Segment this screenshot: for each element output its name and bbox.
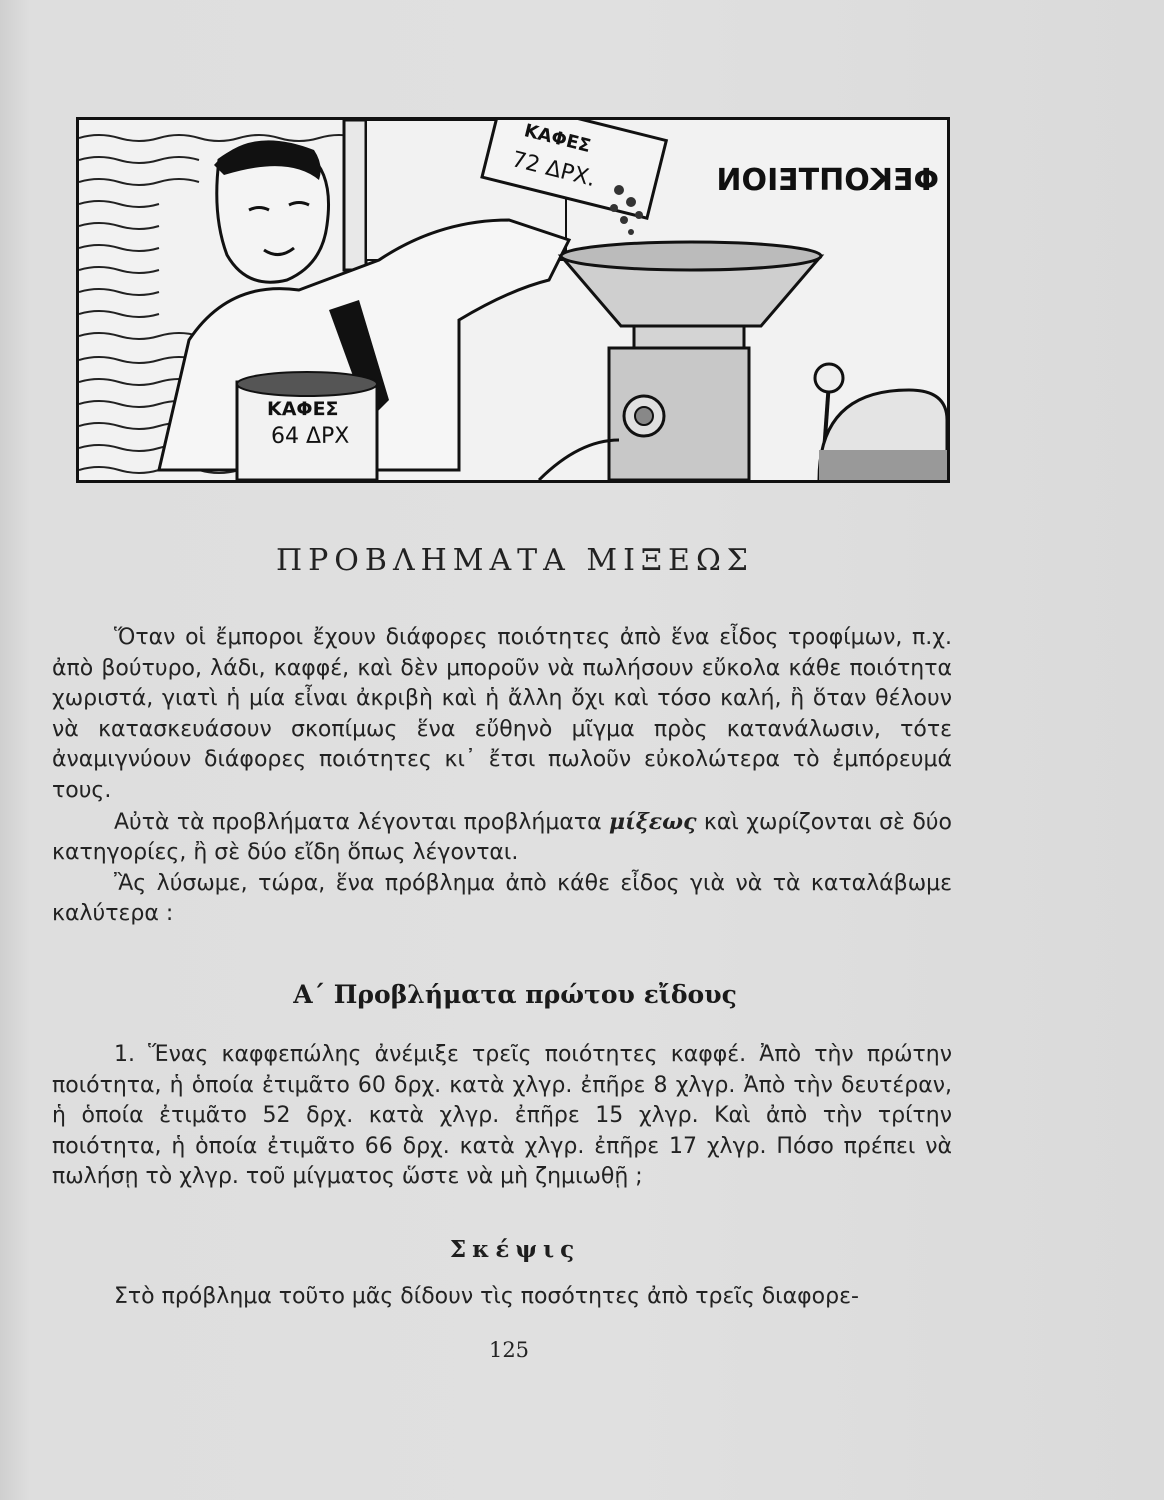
shop-sign: ΦΕΚΟΠΤΕΙΟΝ xyxy=(716,163,939,198)
intro-text xyxy=(52,623,952,930)
problem-paragraph: 1. Ἕνας καφφεπώλης ἀνέμιξε τρεῖς ποιότητες καφφέ. Ἀπὸ τὴν πρώτην ποιότητα, ἡ ὁποία ἐτιμᾶτο 60 δρχ. κατὰ χλγρ. ἐπῆρε 8 χλγρ. Ἀπὸ τὴν δευτέραν, ἡ ὁποία ἐτιμᾶτο 52 δρχ. κατὰ χλγρ. ἐπῆρε 15 χλγρ. Καὶ ἀπὸ τὴν τρίτην ποιότητα, ἡ ὁποία ἐτιμᾶτο 66 δρχ. κατὰ χλγρ. ἐπῆρε 17 χλγρ. Πόσο πρέπει νὰ πωλήσῃ τὸ χλγρ. τοῦ μίγματος ὥστε νὰ μὴ ζημιωθῇ ; xyxy=(52,1042,952,1190)
intro-paragraph-2-start: Αὐτὰ τὰ προβλήματα λέγονται προβλήματα xyxy=(114,809,602,835)
intro-paragraph-1: Ὅταν οἱ ἔμποροι ἔχουν διάφορες ποιότητες ἀπὸ ἕνα εἶδος τροφίμων, π.χ. ἀπὸ βούτυρο, λάδι, καφφέ, καὶ δὲν μποροῦν νὰ πωλήσουν εὔκολα κάθε ποιότητα χωριστά, γιατὶ ἡ μία εἶναι ἀκριβὴ καὶ ἡ ἄλλη ὄχι καὶ τόσο καλή, ἢ ὅταν θέλουν νὰ κατασκευάσουν σκοπίμως ἕνα εὔθηνὸ μῖγμα πρὸς κατανάλωσιν, τότε ἀναμιγνύουν διάφορες ποιότητες κι᾿ ἔτσι πωλοῦν εὐκολώτερα τὸ ἐμπόρευμά τους. xyxy=(52,625,952,803)
problem-text xyxy=(52,1040,952,1193)
intro-paragraph-3: Ἂς λύσωμε, τώρα, ἕνα πρόβλημα ἀπὸ κάθε εἶδος γιὰ νὰ τὰ καταλάβωμε καλύτερα : xyxy=(52,870,952,927)
emphasis-mixing: μίξεως xyxy=(609,808,697,835)
reasoning-text xyxy=(52,1282,952,1313)
section-title: Α΄ Προβλήματα πρώτου εἴδους xyxy=(293,980,737,1009)
intro-paragraph-2-end: καὶ χωρίζονται σὲ δύο κατηγορίες, ἢ σὲ δύο εἴδη ὅπως λέγονται. xyxy=(52,809,952,866)
reasoning-paragraph: Στὸ πρόβλημα τοῦτο μᾶς δίδουν τὶς ποσότητες ἀπὸ τρεῖς διαφορε- xyxy=(114,1284,859,1309)
reasoning-title: Σκέψις xyxy=(449,1236,581,1263)
held-can-label: ΚΑΦΕΣ xyxy=(267,398,339,420)
illustration-drawing xyxy=(79,120,947,480)
intro-paragraph-2 xyxy=(52,807,952,869)
page-number: 125 xyxy=(488,1338,530,1362)
tilted-can-price: 72 ΔΡΧ. xyxy=(509,147,599,193)
coffee-shop-illustration xyxy=(76,117,950,483)
chapter-title: ΠΡΟΒΛΗΜΑΤΑ ΜΙΞΕΩΣ xyxy=(275,543,755,578)
held-can-price: 64 ΔΡΧ xyxy=(271,424,350,449)
tilted-can-label: ΚΑΦΕΣ xyxy=(521,120,593,158)
